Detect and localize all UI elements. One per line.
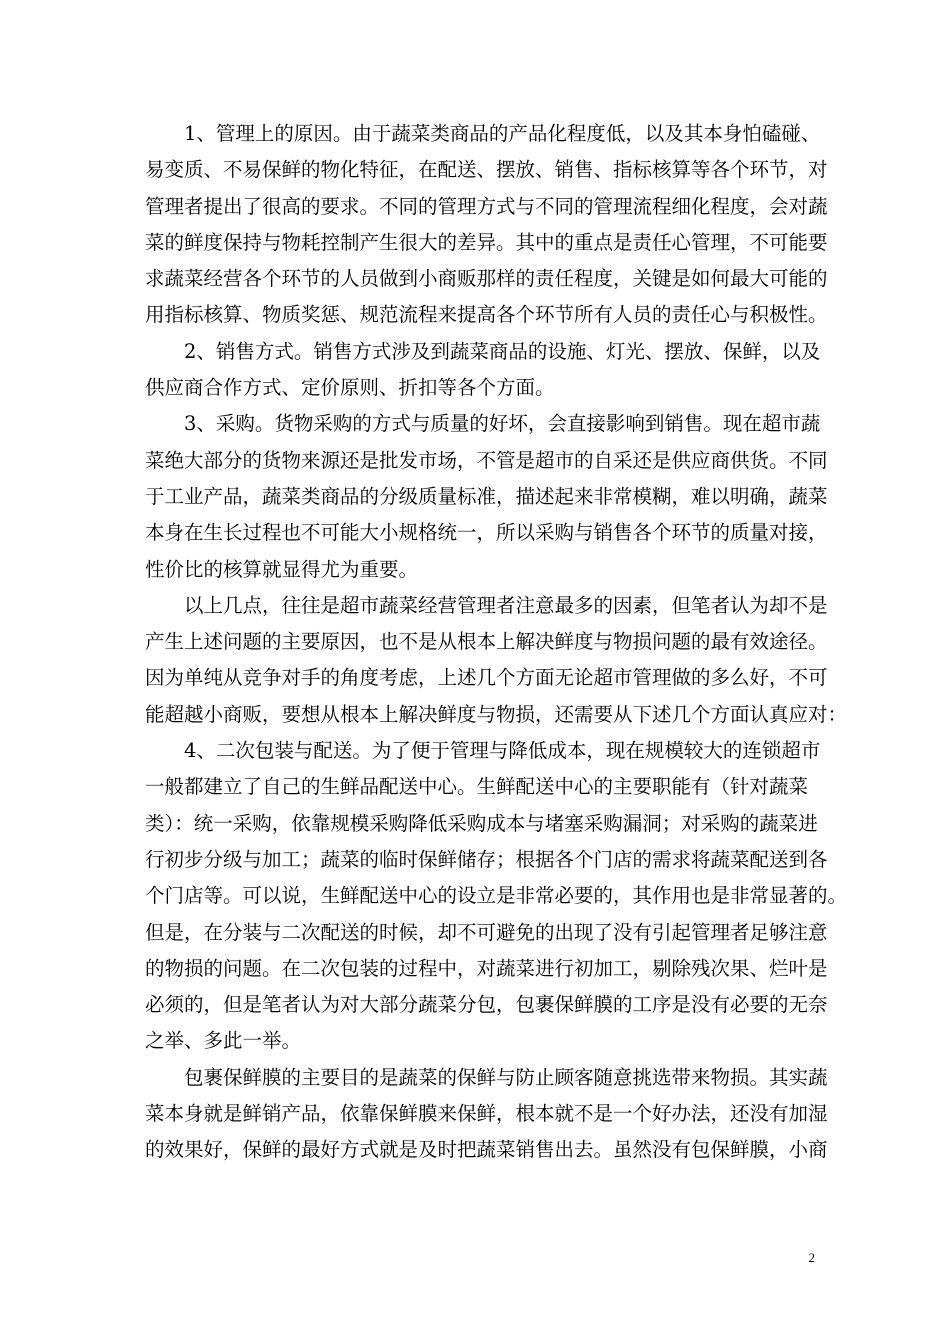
text-line: 一般都建立了自己的生鲜品配送中心。生鲜配送中心的主要职能有（针对蔬菜 bbox=[145, 775, 809, 799]
text-line: 菜绝大部分的货物来源还是批发市场，不管是超市的自采还是供应商供货。不同 bbox=[145, 448, 828, 472]
text-line: 行初步分级与加工；蔬菜的临时保鲜储存；根据各个门店的需求将蔬菜配送到各 bbox=[145, 847, 828, 871]
paragraph bbox=[145, 116, 828, 334]
text-line: 类）：统一采购，依靠规模采购降低采购成本与堵塞采购漏洞；对采购的蔬菜进 bbox=[145, 811, 818, 835]
text-line: 于工业产品，蔬菜类商品的分级质量标准，描述起来非常模糊，难以明确，蔬菜 bbox=[145, 484, 828, 508]
text-line: 4、二次包装与配送。为了便于管理与降低成本，现在规模较大的连锁超市 bbox=[184, 739, 821, 763]
paragraph bbox=[145, 406, 828, 587]
text-line: 供应商合作方式、定价原则、折扣等各个方面。 bbox=[145, 376, 555, 400]
text-line: 易变质、不易保鲜的物化特征，在配送、摆放、销售、指标核算等各个环节，对 bbox=[145, 158, 828, 182]
text-line: 必须的，但是笔者认为对大部分蔬菜分包，包裹保鲜膜的工序是没有必要的无奈 bbox=[145, 993, 828, 1017]
text-line: 的效果好，保鲜的最好方式就是及时把蔬菜销售出去。虽然没有包保鲜膜，小商 bbox=[145, 1138, 828, 1162]
text-line: 的物损的问题。在二次包装的过程中，对蔬菜进行初加工，剔除残次果、烂叶是 bbox=[145, 956, 828, 980]
text-line: 个门店等。可以说，生鲜配送中心的设立是非常必要的，其作用也是非常显著的。 bbox=[145, 884, 848, 908]
text-line: 产生上述问题的主要原因，也不是从根本上解决鲜度与物损问题的最有效途径。 bbox=[145, 630, 828, 654]
text-line: 性价比的核算就显得尤为重要。 bbox=[145, 557, 419, 581]
body-text bbox=[145, 116, 848, 1169]
text-line: 求蔬菜经营各个环节的人员做到小商贩那样的责任程度，关键是如何最大可能的 bbox=[145, 267, 828, 291]
text-line: 用指标核算、物质奖惩、规范流程来提高各个环节所有人员的责任心与积极性。 bbox=[145, 303, 828, 327]
text-line: 之举、多此一举。 bbox=[145, 1029, 302, 1053]
text-line: 能超越小商贩，要想从根本上解决鲜度与物损，还需要从下述几个方面认真应对： bbox=[145, 702, 848, 726]
text-line: 本身在生长过程也不可能大小规格统一，所以采购与销售各个环节的质量对接， bbox=[145, 521, 828, 545]
paragraph bbox=[145, 733, 848, 1060]
page-number: 2 bbox=[808, 1250, 815, 1265]
text-line: 菜的鲜度保持与物耗控制产生很大的差异。其中的重点是责任心管理，不可能要 bbox=[145, 230, 828, 254]
paragraph bbox=[145, 588, 848, 733]
text-line: 但是，在分装与二次配送的时候，却不可避免的出现了没有引起管理者足够注意 bbox=[145, 920, 828, 944]
text-line: 1、管理上的原因。由于蔬菜类商品的产品化程度低，以及其本身怕磕碰、 bbox=[184, 122, 821, 145]
text-line: 3、采购。货物采购的方式与质量的好坏，会直接影响到销售。现在超市蔬 bbox=[184, 412, 821, 436]
paragraph bbox=[145, 1060, 828, 1169]
text-line: 以上几点，往往是超市蔬菜经营管理者注意最多的因素，但笔者认为却不是 bbox=[184, 593, 828, 617]
text-line: 因为单纯从竞争对手的角度考虑，上述几个方面无论超市管理做的多么好，不可 bbox=[145, 666, 828, 690]
text-line: 管理者提出了很高的要求。不同的管理方式与不同的管理流程细化程度，会对蔬 bbox=[145, 194, 828, 218]
text-line: 包裹保鲜膜的主要目的是蔬菜的保鲜与防止顾客随意挑选带来物损。其实蔬 bbox=[184, 1065, 828, 1089]
text-line: 2、销售方式。销售方式涉及到蔬菜商品的设施、灯光、摆放、保鲜，以及 bbox=[184, 339, 821, 363]
text-line: 菜本身就是鲜销产品，依靠保鲜膜来保鲜，根本就不是一个好办法，还没有加湿 bbox=[145, 1102, 828, 1126]
paragraph bbox=[145, 334, 821, 407]
